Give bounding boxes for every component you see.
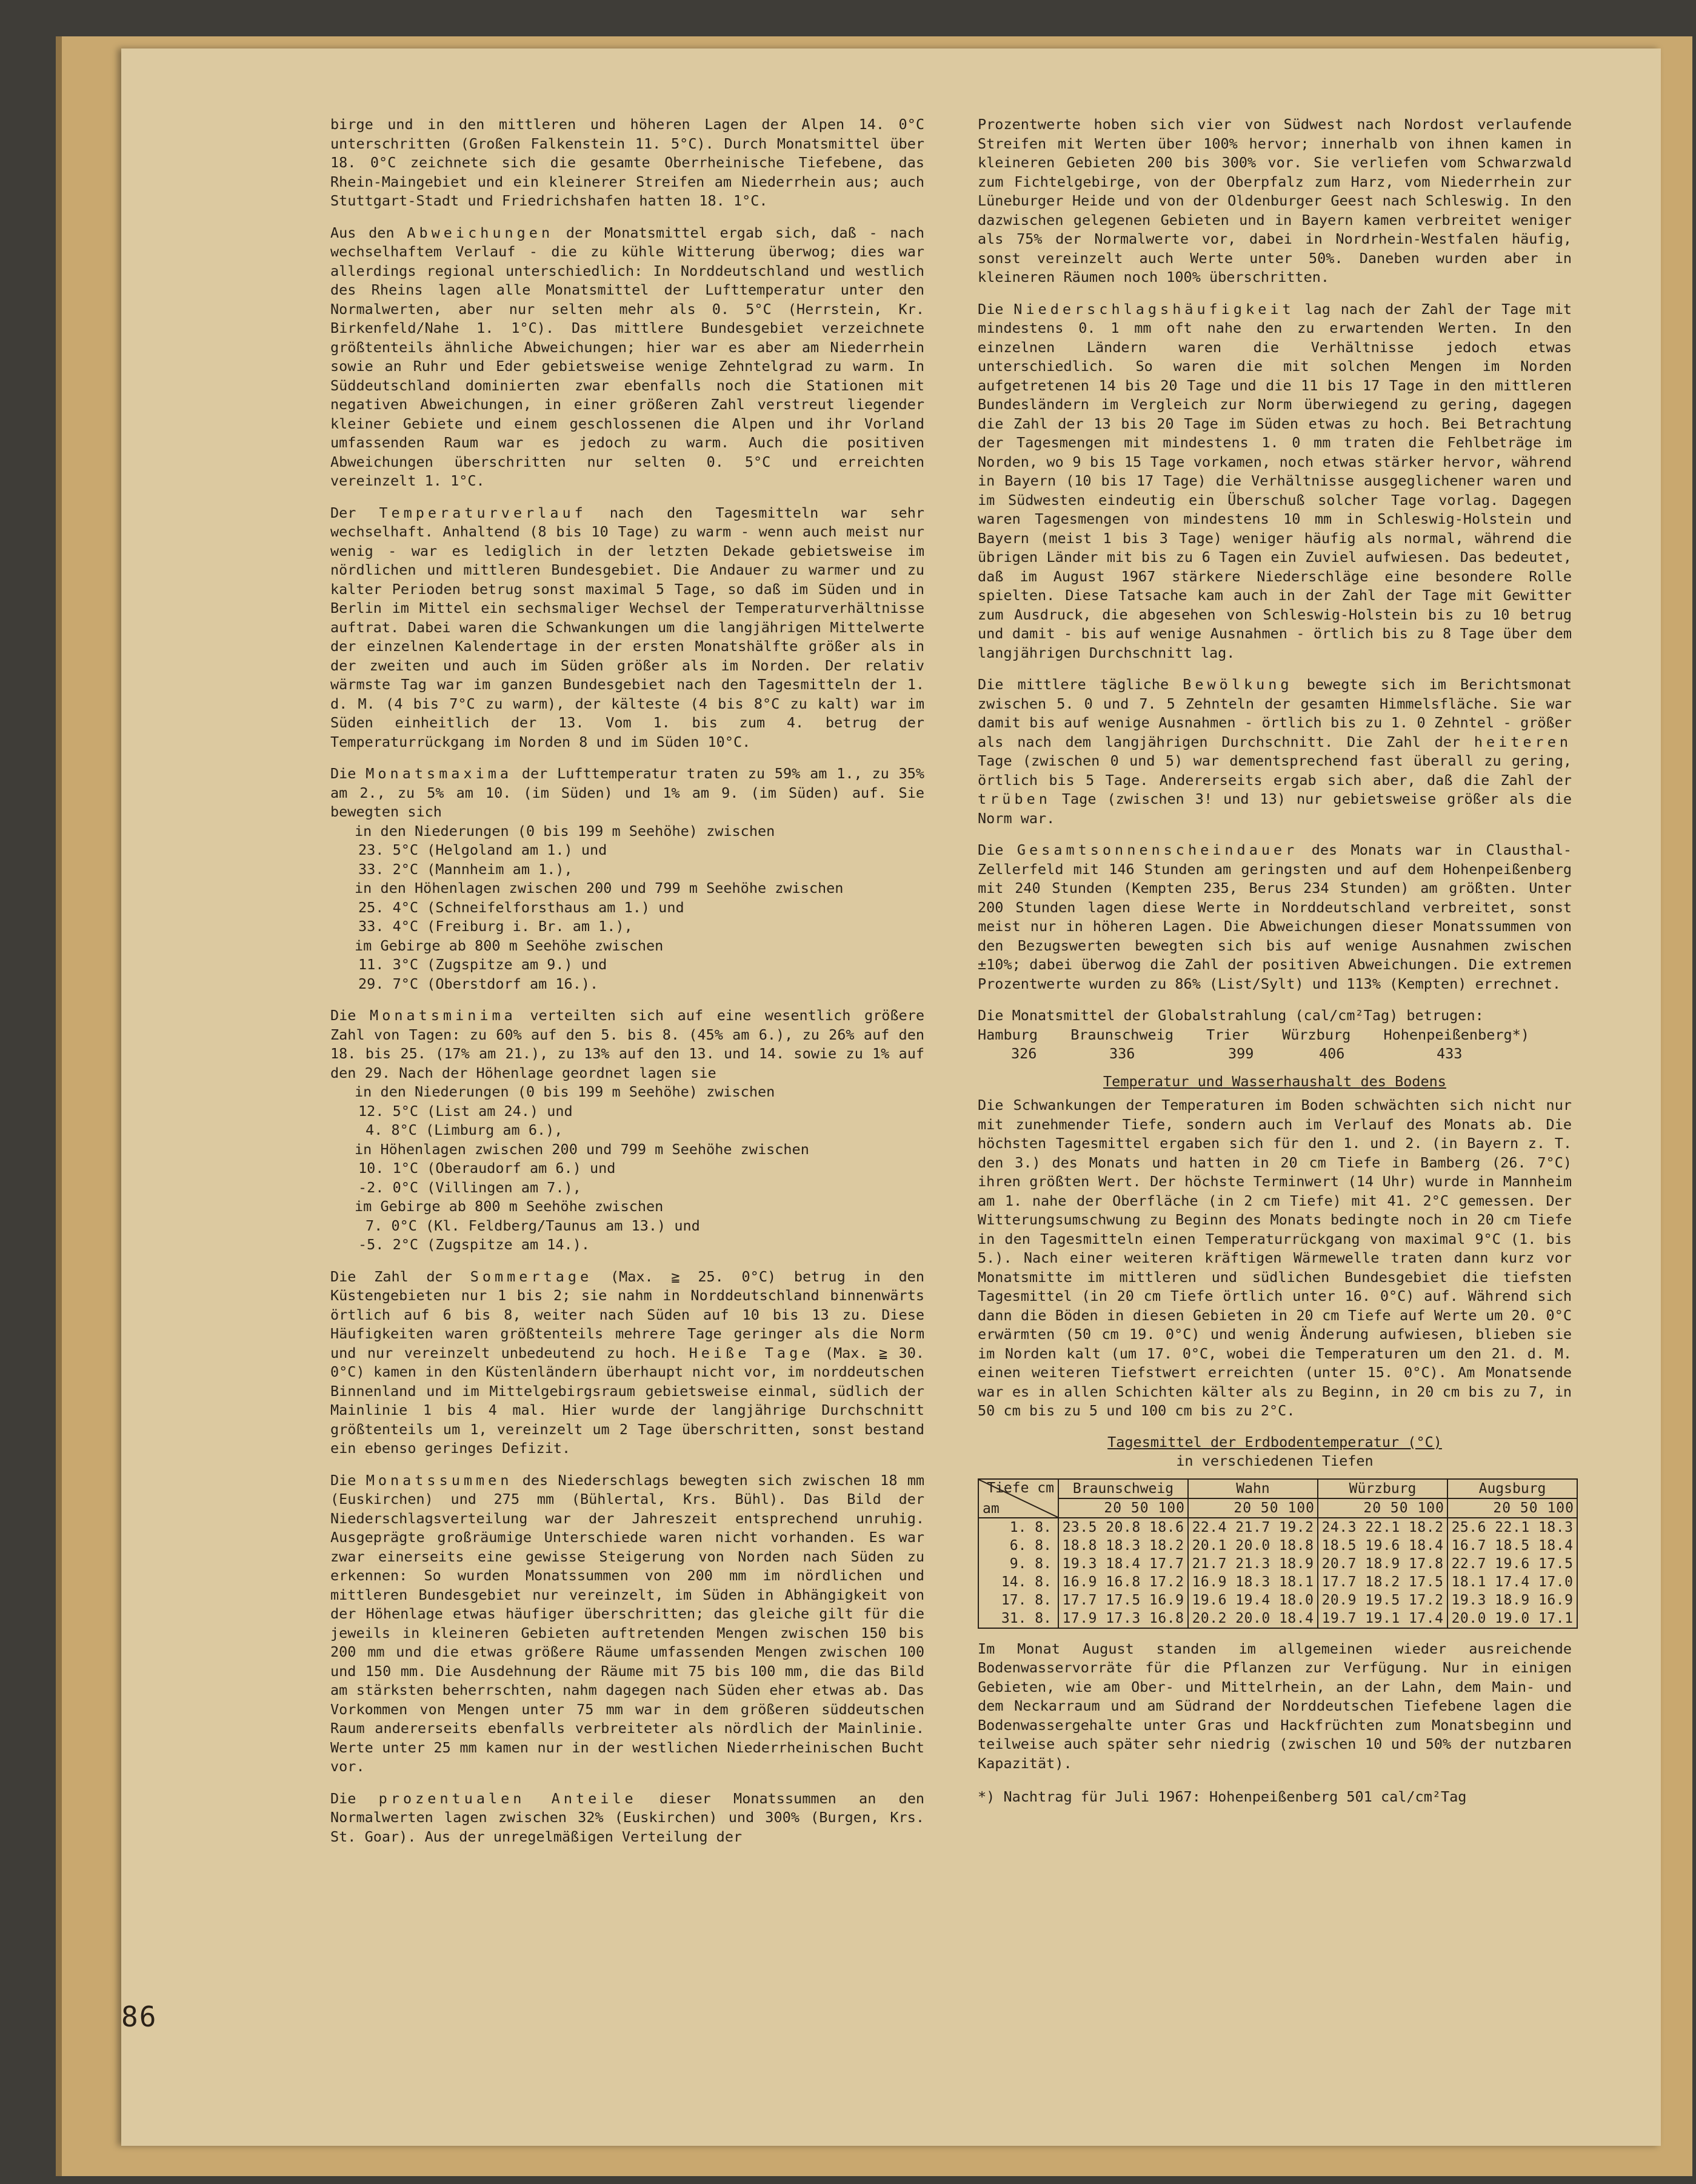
station-value: 433 bbox=[1437, 1045, 1463, 1062]
cell-values: 16.9 16.8 17.2 bbox=[1058, 1573, 1188, 1591]
station-value: 336 bbox=[1109, 1045, 1135, 1062]
left-paragraph-6: Die Zahl der Sommertage (Max. ≧ 25. 0°C) betrug in den Küstengebieten nur 1 bis 2; sie nahm in Norddeutschland binnenwärts örtlich auf 6 bis 8, weiter nach Süden auf 10 bis 13 zu. Diese Häufigkeiten waren größtenteils mehrere Tage geringer als die Norm und nur vereinzelt unbedeutend zu hoch. Heiße Tage (Max. ≧ 30. 0°C) kamen in den Küstenländern überhaupt nicht vor, im norddeutschen Binnenland und im Mittelgebirgsraum gebietsweise einmal, südlich der Mainlinie 1 bis 4 mal. Hier wurde der langjährige Durchschnitt größtenteils um 1, vereinzelt um 2 Tage überschritten, sonst bestand ein ebenso geringes Defizit. bbox=[330, 1267, 924, 1457]
station-value: 399 bbox=[1228, 1045, 1254, 1062]
list-item: -5. 2°C (Zugspitze am 14.). bbox=[358, 1236, 590, 1253]
cell-values: 18.1 17.4 17.0 bbox=[1447, 1573, 1577, 1591]
cell-values: 16.9 18.3 18.1 bbox=[1188, 1573, 1318, 1591]
right-paragraph-1: Prozentwerte hoben sich vier von Südwest nach Nordost verlaufende Streifen mit Werten über 100% hervor; innerhalb von ihnen kamen in kleineren Gebieten 200 bis 300% vor. Sie verliefen vom Schwarzwald zum Fichtelgebirge, von der Oberpfalz zum Harz, vom Niederrhein zur Lüneburger Heide und von der Oldenburger Geest nach Schleswig. In den dazwischen gelegenen Gebieten und in Bayern kamen verbreitet weniger als 75% der Normalwerte vor, dabei in Nordrhein-Westfalen häufig, sonst vereinzelt auch Werte unter 50%. Daneben wurden aber in kleineren Räumen noch 100% überschritten. bbox=[978, 116, 1572, 286]
cell-values: 17.7 17.5 16.9 bbox=[1058, 1591, 1188, 1609]
list-item: 33. 2°C (Mannheim am 1.), bbox=[358, 860, 573, 878]
right-paragraph-2: Die Niederschlagshäufigkeit lag nach der Zahl der Tage mit mindestens 0. 1 mm oft nahe den zu erwartenden Werten. In den einzelnen Ländern waren die Verhältnisse jedoch etwas unterschiedlich. So waren die mit solchen Mengen im Norden aufgetretenen 14 bis 20 Tage und die 11 bis 17 Tage in den mittleren Bundesländern im Vergleich zur Norm überwiegend zu gering, dagegen die Zahl der 13 bis 20 Tage im Süden etwas zu hoch. Bei Betrachtung der Tagesmengen mit mindestens 1. 0 mm traten die Fehlbeträge im Norden, wo 9 bis 15 Tage vorkamen, noch etwas stärker hervor, während in Bayern (10 bis 17 Tage) die Verhältnisse ausgeglichener waren und im Südwesten eindeutig ein Überschuß solcher Tage vorlag. Dagegen waren Tagesmengen von mindestens 10 mm in Schleswig-Holstein und Bayern (meist 1 bis 3 Tage) weniger häufig als normal, während die übrigen Länder mit bis zu 6 Tagen ein Zuviel aufwiesen. Das bedeutet, daß im August 1967 stärkere Niederschläge eine besondere Rolle spielten. Diese Tatsache kam auch in der Zahl der Tage mit Gewitter zum Ausdruck, die abgesehen von Schleswig-Holstein bis zu 10 betrug und damit - bis auf wenige Ausnahmen - örtlich bis zu 8 Tage über dem langjährigen Durchschnitt lag. bbox=[978, 300, 1572, 661]
table-header-row bbox=[978, 1479, 1577, 1498]
corner-label-depth: Tiefe cm bbox=[987, 1480, 1054, 1496]
table-title bbox=[978, 1433, 1572, 1471]
table-row bbox=[978, 1555, 1577, 1573]
cell-values: 25.6 22.1 18.3 bbox=[1447, 1518, 1577, 1537]
cell-values: 23.5 20.8 18.6 bbox=[1058, 1518, 1188, 1537]
station-name: Braunschweig bbox=[1070, 1026, 1174, 1043]
station-header: Braunschweig bbox=[1058, 1479, 1188, 1498]
depth-header: 20 50 100 bbox=[1447, 1498, 1577, 1518]
list-item: 12. 5°C (List am 24.) und bbox=[358, 1102, 573, 1120]
depth-header: 20 50 100 bbox=[1318, 1498, 1447, 1518]
right-paragraph-7: Im Monat August standen im allgemeinen wieder ausreichende Bodenwasservorräte für die Pflanzen zur Verfügung. Nur in einigen Gebieten, wie am Ober- und Mittelrhein, an der Lahn, dem Main- und dem Neckarraum und am Südrand der Norddeutschen Tiefebene lagen die Bodenwassergehalte unter Gras und Hackfrüchten zum Monatsbeginn und teilweise auch später sehr niedrig (zwischen 10 und 50% der nutzbaren Kapazität). bbox=[978, 1640, 1572, 1772]
footnote: *) Nachtrag für Juli 1967: Hohenpeißenberg 501 cal/cm²Tag bbox=[978, 1788, 1467, 1805]
depth-header: 20 50 100 bbox=[1188, 1498, 1318, 1518]
right-paragraph-5: Die Monatsmittel der Globalstrahlung (cal/cm²Tag) betrugen: bbox=[978, 1007, 1484, 1024]
left-paragraph-3: Der Temperaturverlauf nach den Tagesmitteln war sehr wechselhaft. Anhaltend (8 bis 10 Tage) zu warm - wenn auch meist nur wenig - war es lediglich in der letzten Dekade gebietsweise im nördlichen und mittleren Bundesgebiet. Die Andauer zu warmer und zu kalter Perioden betrug sonst maximal 5 Tage, so daß im Süden und in Berlin im Mittel ein sechsmaliger Wechsel der Temperaturverhältnisse auftrat. Dabei waren die Schwankungen um die langjährigen Mittelwerte der einzelnen Kalendertage in der ersten Monatshälfte größer als in der zweiten und auch im Süden größer als im Norden. Der relativ wärmste Tag war im ganzen Bundesgebiet nach den Tagesmitteln der 1. d. M. (4 bis 7°C zu warm), der kälteste (4 bis 8°C zu kalt) war im Süden einheitlich der 13. Vom 1. bis zum 4. betrug der Temperaturrückgang im Norden 8 und im Süden 10°C. bbox=[330, 504, 924, 750]
list-item: im Gebirge ab 800 m Seehöhe zwischen bbox=[355, 1198, 664, 1215]
station-name: Hamburg bbox=[978, 1026, 1038, 1043]
right-paragraph-3: Die mittlere tägliche Bewölkung bewegte sich im Berichtsmonat zwischen 5. 0 und 7. 5 Zehnteln der gesamten Himmelsfläche. Sie war damit bis auf wenige Ausnahmen - örtlich bis zu 1. 0 Zehntel - größer als nach dem langjährigen Durchschnitt. Die Zahl der heiteren Tage (zwischen 0 und 5) war dementsprechend fast überall zu gering, örtlich bis 5 Tage. Andererseits ergab sich aber, daß die Zahl der trüben Tage (zwischen 3! und 13) nur gebietsweise größer als die Norm war. bbox=[978, 676, 1572, 827]
station-value: 326 bbox=[1011, 1045, 1037, 1062]
cell-values: 16.7 18.5 18.4 bbox=[1447, 1537, 1577, 1555]
station-header: Augsburg bbox=[1447, 1479, 1577, 1498]
row-date: 6. 8. bbox=[978, 1537, 1058, 1555]
table-row bbox=[978, 1591, 1577, 1609]
list-item: in Höhenlagen zwischen 200 und 799 m Seehöhe zwischen bbox=[355, 1140, 809, 1158]
row-date: 17. 8. bbox=[978, 1591, 1058, 1609]
station-name: Hohenpeißenberg*) bbox=[1383, 1026, 1529, 1043]
table-title-line: Tagesmittel der Erdbodentemperatur (°C) bbox=[1107, 1433, 1442, 1451]
corner-label-date: am bbox=[983, 1500, 1000, 1517]
monatsminima-list bbox=[330, 1083, 924, 1255]
table-subtitle: in verschiedenen Tiefen bbox=[1176, 1452, 1374, 1469]
row-date: 14. 8. bbox=[978, 1573, 1058, 1591]
table-row bbox=[978, 1518, 1577, 1537]
globalstrahlung-stations bbox=[978, 1026, 1572, 1045]
cell-values: 22.4 21.7 19.2 bbox=[1188, 1518, 1318, 1537]
page-number: 86 bbox=[121, 2000, 158, 2033]
left-paragraph-8: Die prozentualen Anteile dieser Monatssummen an den Normalwerten lagen zwischen 32% (Euskirchen) und 300% (Burgen, Krs. St. Goar). Aus der unregelmäßigen Verteilung der bbox=[330, 1789, 925, 1845]
list-item: 4. 8°C (Limburg am 6.), bbox=[366, 1121, 563, 1138]
cell-values: 19.3 18.9 16.9 bbox=[1447, 1591, 1577, 1609]
left-paragraph-5: Die Monatsminima verteilten sich auf eine wesentlich größere Zahl von Tagen: zu 60% auf den 5. bis 8. (45% am 6.), zu 26% auf den 18. bis 25. (17% am 21.), zu 13% auf den 13. und 14. sowie zu 1% auf den 29. Nach der Höhenlage geordnet lagen sie bbox=[330, 1007, 925, 1081]
cell-values: 19.6 19.4 18.0 bbox=[1188, 1591, 1318, 1609]
list-item: 10. 1°C (Oberaudorf am 6.) und bbox=[358, 1160, 616, 1177]
left-paragraph-1: birge und in den mittleren und höheren Lagen der Alpen 14. 0°C unterschritten (Großen Falkenstein 11. 5°C). Durch Monatsmittel über 18. 0°C zeichnete sich die gesamte Oberrheinische Tiefebene, das Rhein-Maingebiet und ein kleinerer Streifen am Niederrhein aus; auch Stuttgart-Stadt und Friedrichshafen hatten 18. 1°C. bbox=[330, 116, 924, 209]
station-header: Wahn bbox=[1188, 1479, 1318, 1498]
list-item: in den Höhenlagen zwischen 200 und 799 m Seehöhe zwischen bbox=[355, 880, 844, 897]
cell-values: 22.7 19.6 17.5 bbox=[1447, 1555, 1577, 1573]
soil-temperature-table bbox=[978, 1478, 1578, 1629]
list-item: in den Niederungen (0 bis 199 m Seehöhe) zwischen bbox=[355, 1083, 775, 1100]
list-item: 25. 4°C (Schneifelforsthaus am 1.) und bbox=[358, 898, 684, 916]
section-heading: Temperatur und Wasserhaushalt des Bodens bbox=[1103, 1072, 1446, 1090]
left-paragraph-4: Die Monatsmaxima der Lufttemperatur traten zu 59% am 1., zu 35% am 2., zu 5% am 10. (im Süden) und 1% am 9. (im Süden) auf. Sie bewegten sich bbox=[330, 765, 925, 820]
cell-values: 24.3 22.1 18.2 bbox=[1318, 1518, 1447, 1537]
table-row bbox=[978, 1537, 1577, 1555]
right-column bbox=[978, 115, 1572, 1807]
list-item: in den Niederungen (0 bis 199 m Seehöhe) zwischen bbox=[355, 822, 775, 840]
left-paragraph-7: Die Monatssummen des Niederschlags bewegten sich zwischen 18 mm (Euskirchen) und 275 mm (Bühlertal, Krs. Bühl). Das Bild der Niederschlagsverteilung war der Jahreszeit entsprechend unruhig. Ausgeprägte großräumige Unterschiede waren nicht vorhanden. Es war zwar einerseits eine gewisse Steigerung von Norden nach Süden zu erkennen: So wurden Monatssummen von 200 mm im nördlichen und mittleren Bundesgebiet nur vereinzelt, im Süden in Abhängigkeit von der Höhenlage etwas häufiger überschritten; das gleiche gilt für die jeweils in kleineren Gebieten auftretenden Mengen zwischen 150 bis 200 mm und die etwas größere Räume umfassenden Mengen zwischen 100 und 150 mm. Die Ausdehnung der Räume mit 75 bis 100 mm, die das Bild am stärksten beherrschten, nahm dagegen nach Süden eher etwas ab. Das Vorkommen von Mengen unter 75 mm war in dem größeren süddeutschen Raum andererseits ebenfalls verbreiteter als nördlich der Mainlinie. Werte unter 25 mm kamen nur in der westlichen Niederrheinischen Bucht vor. bbox=[330, 1471, 925, 1775]
cell-values: 20.7 18.9 17.8 bbox=[1318, 1555, 1447, 1573]
list-item: 29. 7°C (Oberstdorf am 16.). bbox=[358, 975, 599, 992]
list-item: 33. 4°C (Freiburg i. Br. am 1.), bbox=[358, 918, 633, 935]
cell-values: 20.9 19.5 17.2 bbox=[1318, 1591, 1447, 1609]
table-depth-row bbox=[978, 1498, 1577, 1518]
left-column bbox=[330, 115, 924, 1859]
station-header: Würzburg bbox=[1318, 1479, 1447, 1498]
monatsmaxima-list bbox=[330, 822, 924, 994]
row-date: 1. 8. bbox=[978, 1518, 1058, 1537]
cell-values: 19.3 18.4 17.7 bbox=[1058, 1555, 1188, 1573]
list-item: -2. 0°C (Villingen am 7.), bbox=[358, 1178, 581, 1196]
station-value: 406 bbox=[1319, 1045, 1345, 1062]
cell-values: 20.0 19.0 17.1 bbox=[1447, 1609, 1577, 1628]
cell-values: 20.1 20.0 18.8 bbox=[1188, 1537, 1318, 1555]
cell-values: 20.2 20.0 18.4 bbox=[1188, 1609, 1318, 1628]
right-paragraph-4: Die Gesamtsonnenscheindauer des Monats war in Clausthal-Zellerfeld mit 146 Stunden am geringsten und auf dem Hohenpeißenberg mit 240 Stunden (Kempten 235, Berus 234 Stunden) am größten. Unter 200 Stunden lagen diese Werte in Norddeutschland verbreitet, sonst meist nur in höheren Lagen. Die Abweichungen dieser Monatssummen von den Bezugswerten bewegten sich bis auf wenige Ausnahmen zwischen ±10%; dabei überwog die Zahl der positiven Abweichungen. Die extremen Prozentwerte wurden zu 86% (List/Sylt) und 113% (Kempten) errechnet. bbox=[978, 841, 1572, 992]
station-name: Würzburg bbox=[1282, 1026, 1351, 1043]
right-paragraph-6: Die Schwankungen der Temperaturen im Boden schwächten sich nicht nur mit zunehmender Tiefe, sondern auch im Verlauf des Monats ab. Die höchsten Tagesmittel ergaben sich für den 1. und 2. (in Bayern z. T. den 3.) des Monats und hatten in 20 cm Tiefe in Bamberg (26. 7°C) ihren größten Wert. Der höchste Terminwert (14 Uhr) wurde in Mannheim am 1. nahe der Oberfläche (in 2 cm Tiefe) mit 41. 2°C gemessen. Der Witterungsumschwung zu Beginn des Monats bedingte noch in 20 cm Tiefe in den Tagesmitteln einen Temperaturrückgang von maximal 9°C (1. bis 5.). Nach einer weiteren kräftigen Wärmewelle traten dann kurz vor Monatsmitte im mittleren und südlichen Bundesgebiet die tiefsten Tagesmittel (in 20 cm Tiefe örtlich unter 16. 0°C) auf. Während sich dann die Böden in diesen Gebieten in 20 cm Tiefe auf Werte um 20. 0°C erwärmten (50 cm 19. 0°C) und wenig Änderung aufwiesen, blieben sie im Norden kalt (um 17. 0°C, wobei die Temperaturen um den 21. d. M. einen weiteren Tiefstwert erreichten (unter 15. 0°C). Am Monatsende war es in allen Schichten kälter als zu Beginn, in 20 cm bis zu 7, in 50 cm bis zu 5 und 100 cm bis zu 2°C. bbox=[978, 1097, 1572, 1419]
cell-values: 17.9 17.3 16.8 bbox=[1058, 1609, 1188, 1628]
cell-values: 21.7 21.3 18.9 bbox=[1188, 1555, 1318, 1573]
row-date: 9. 8. bbox=[978, 1555, 1058, 1573]
row-date: 31. 8. bbox=[978, 1609, 1058, 1628]
cell-values: 18.8 18.3 18.2 bbox=[1058, 1537, 1188, 1555]
station-name: Trier bbox=[1206, 1026, 1249, 1043]
list-item: 23. 5°C (Helgoland am 1.) und bbox=[358, 841, 607, 858]
cell-values: 18.5 19.6 18.4 bbox=[1318, 1537, 1447, 1555]
table-row bbox=[978, 1609, 1577, 1628]
table-corner-cell bbox=[978, 1479, 1058, 1518]
cell-values: 19.7 19.1 17.4 bbox=[1318, 1609, 1447, 1628]
globalstrahlung-values bbox=[978, 1044, 1572, 1064]
cell-values: 17.7 18.2 17.5 bbox=[1318, 1573, 1447, 1591]
list-item: im Gebirge ab 800 m Seehöhe zwischen bbox=[355, 937, 664, 954]
depth-header: 20 50 100 bbox=[1058, 1498, 1188, 1518]
list-item: 7. 0°C (Kl. Feldberg/Taunus am 13.) und bbox=[366, 1217, 700, 1234]
left-paragraph-2: Aus den Abweichungen der Monatsmittel ergab sich, daß - nach wechselhaftem Verlauf - die zu kühle Witterung überwog; dies war allerdings regional unterschiedlich: In Norddeutschland und westlich des Rheins lagen alle Monatsmittel der Lufttemperatur unter den Normalwerten, aber nur selten mehr als 0. 5°C (Herrstein, Kr. Birkenfeld/Nahe 1. 1°C). Das mittlere Bundesgebiet verzeichnete größtenteils ähnliche Abweichungen; hier war es aber am Niederrhein sowie an Ruhr und Eder gebietsweise wenige Zehntelgrad zu warm. In Süddeutschland dominierten zwar ebenfalls noch die Stationen mit negativen Abweichungen, in einer größeren Zahl verstreut liegender kleiner Gebiete und einem geschlossenen die Alpen und ihr Vorland umfassenden Raum war es jedoch zu warm. Auch die positiven Abweichungen überschritten nur selten 0. 5°C und erreichten vereinzelt 1. 1°C. bbox=[330, 224, 924, 489]
list-item: 11. 3°C (Zugspitze am 9.) und bbox=[358, 956, 607, 973]
table-row bbox=[978, 1573, 1577, 1591]
